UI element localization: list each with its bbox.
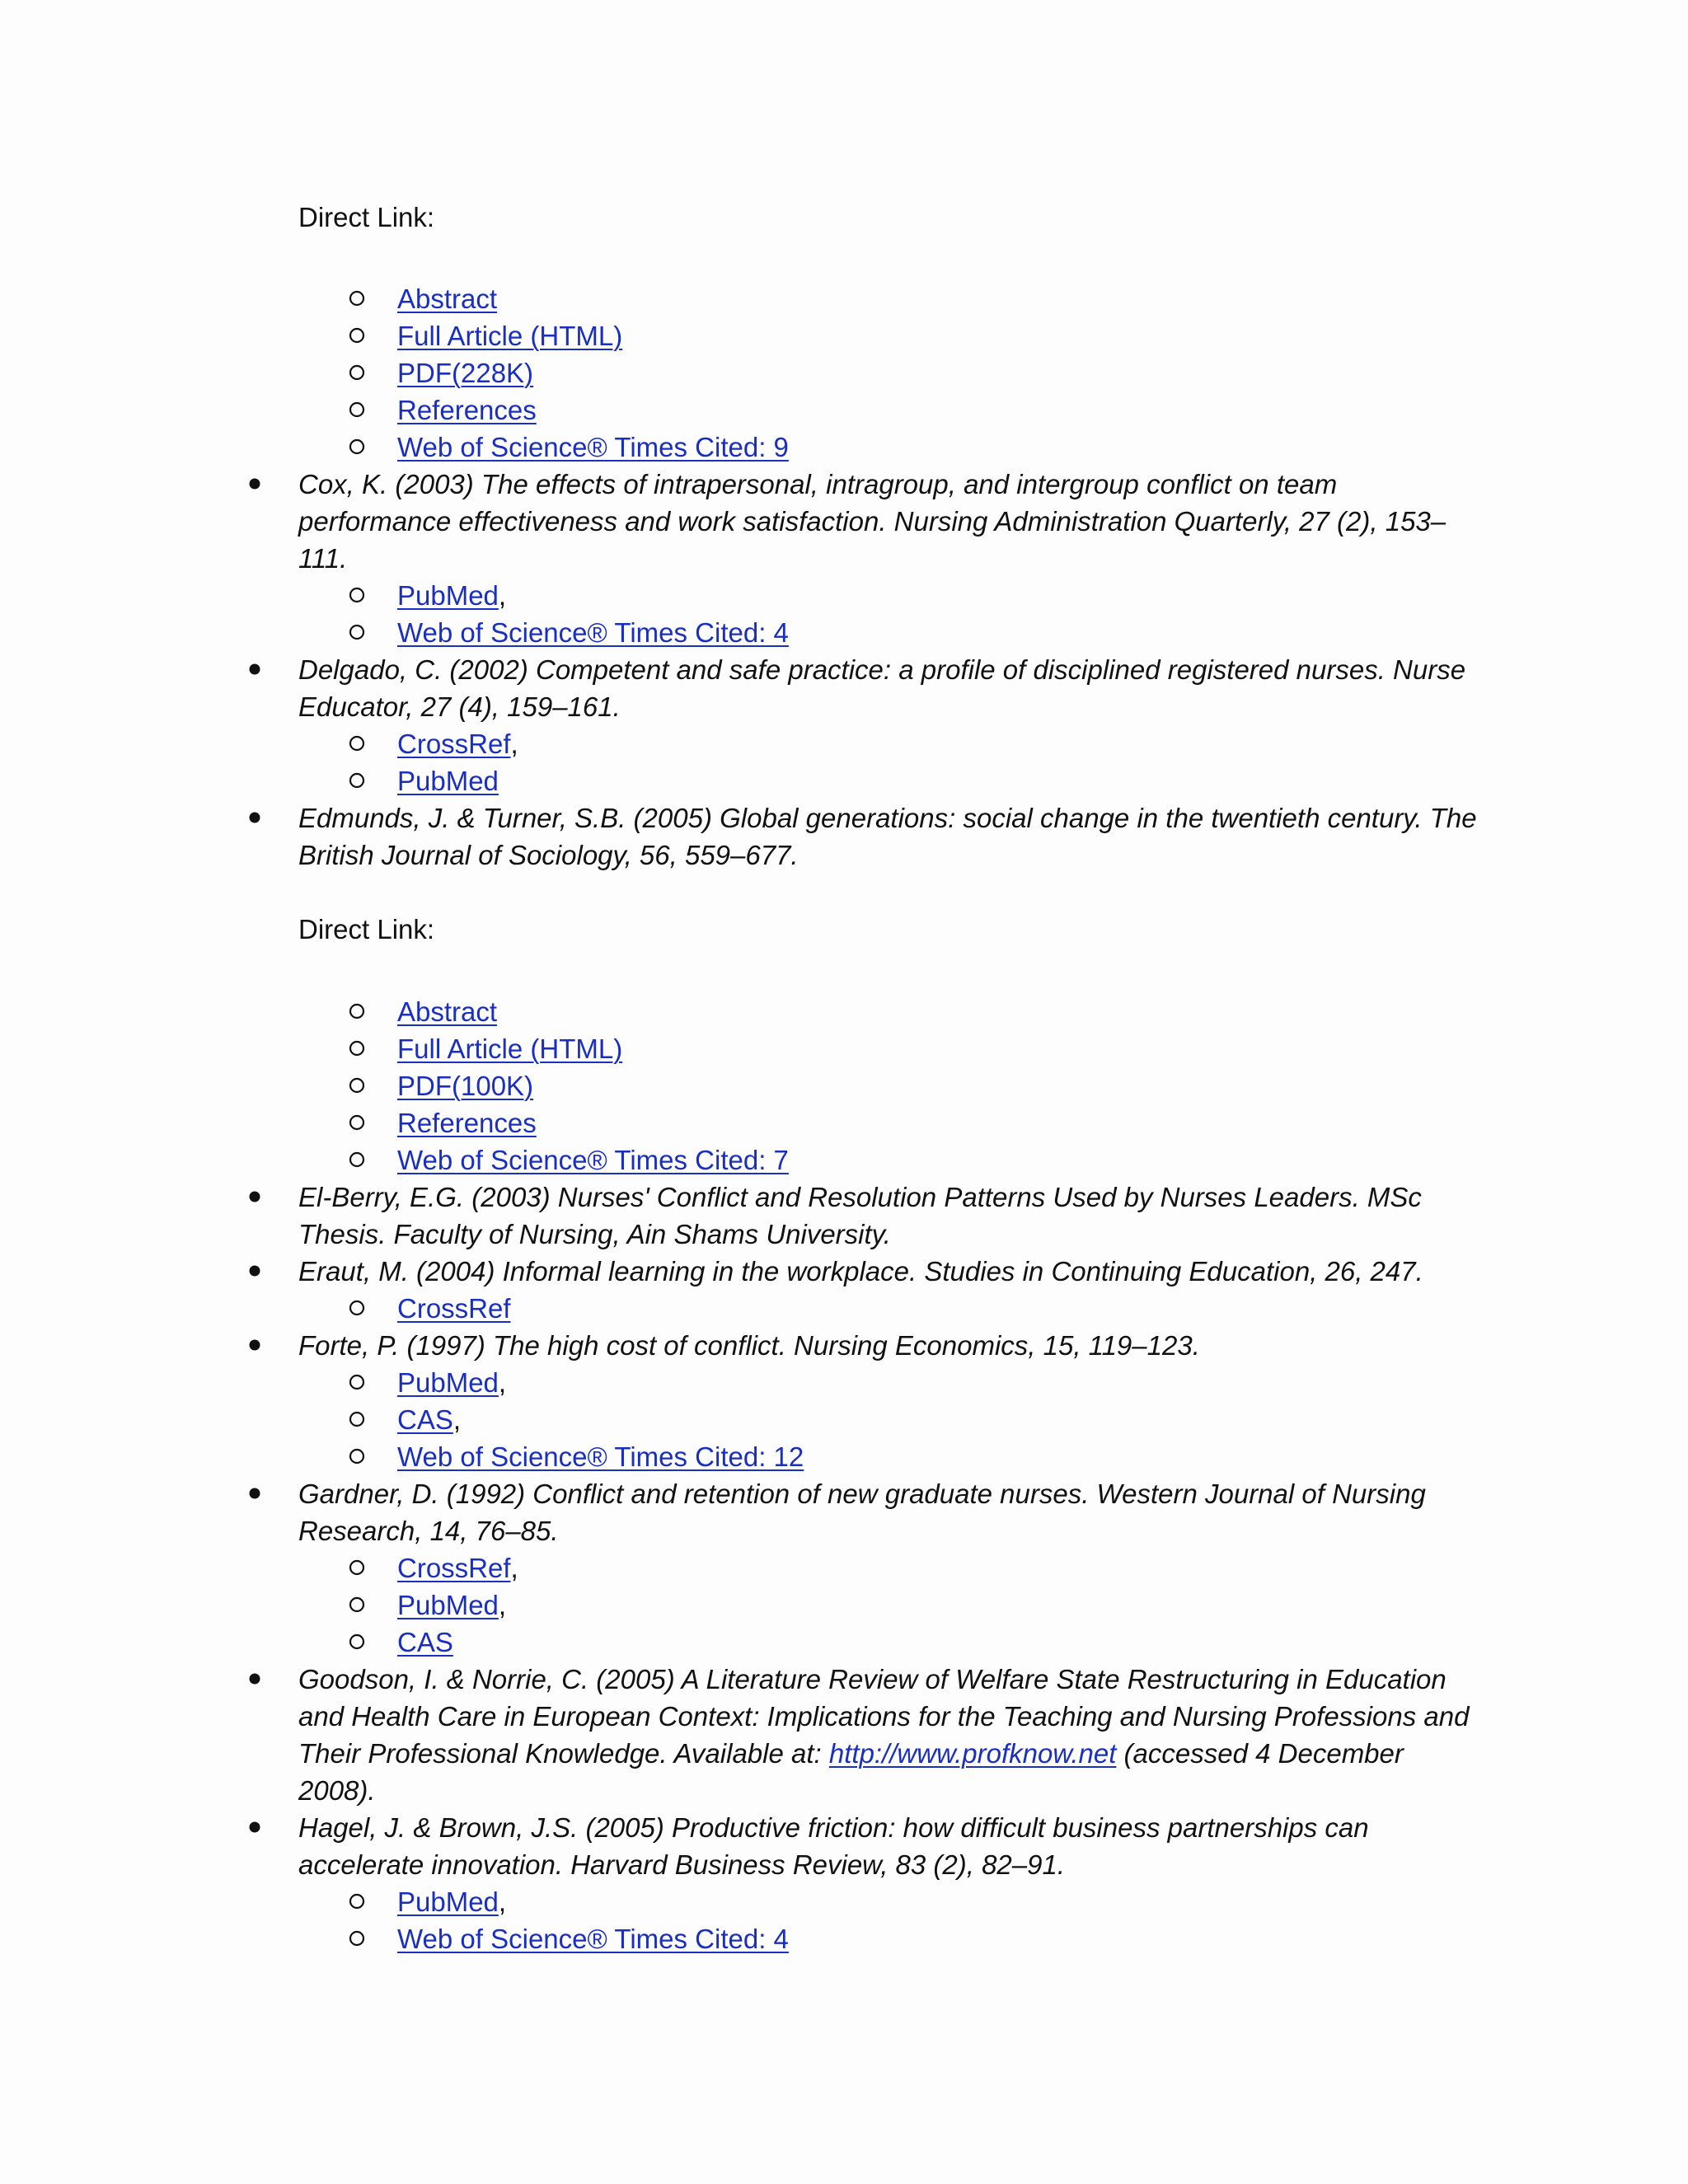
comma: , (498, 1367, 507, 1398)
abstract-link-text[interactable]: Abstract (397, 996, 498, 1027)
pubmed-link (397, 762, 499, 799)
pubmed-link (397, 1586, 506, 1624)
reference-gardner-line-2: Research, 14, 76–85. (298, 1516, 559, 1546)
bullet-icon (247, 1820, 262, 1835)
web-of-science-link-text[interactable]: Web of Science® Times Cited: 7 (397, 1145, 789, 1175)
sub-bullet-icon (348, 1892, 366, 1910)
web-of-science-link (397, 429, 789, 466)
pubmed-link (397, 1364, 506, 1401)
sub-bullet-icon (348, 1373, 366, 1391)
references-link-text[interactable]: References (397, 1108, 537, 1138)
bullet-icon (247, 1486, 262, 1501)
web-of-science-link-text[interactable]: Web of Science® Times Cited: 4 (397, 1924, 789, 1954)
reference-eraut-line-1: Eraut, M. (2004) Informal learning in the workplace. Studies in Continuing Education, 26, 247. (298, 1256, 1423, 1286)
web-of-science-link (397, 1920, 789, 1957)
reference-edmunds-line-2: British Journal of Sociology, 56, 559–677. (298, 840, 799, 870)
reference-elberry-line-1: El-Berry, E.G. (2003) Nurses' Conflict and Resolution Patterns Used by Nurses Leaders. MSc (298, 1182, 1422, 1212)
bullet-icon (247, 810, 262, 825)
crossref-link (397, 1290, 511, 1327)
sub-bullet-icon (348, 1299, 366, 1317)
bullet-icon (247, 1263, 262, 1278)
reference-goodson-line-3 (298, 1735, 1404, 1772)
references-link-text[interactable]: References (397, 395, 537, 425)
crossref-link (397, 1549, 518, 1586)
sub-bullet-icon (348, 586, 366, 604)
reference-goodson-line-3-post: (accessed 4 December (1116, 1738, 1404, 1769)
reference-hagel-line-2: accelerate innovation. Harvard Business Review, 83 (2), 82–91. (298, 1849, 1066, 1880)
sub-bullet-icon (348, 363, 366, 382)
web-of-science-link-text[interactable]: Web of Science® Times Cited: 9 (397, 432, 789, 462)
sub-bullet-icon (348, 1633, 366, 1651)
reference-goodson-line-3-pre: Their Professional Knowledge. Available at: (298, 1738, 829, 1769)
bullet-icon (247, 1189, 262, 1204)
sub-bullet-icon (348, 438, 366, 456)
sub-bullet-icon (348, 734, 366, 752)
crossref-link-text[interactable]: CrossRef (397, 1553, 511, 1583)
web-of-science-link-text[interactable]: Web of Science® Times Cited: 12 (397, 1441, 804, 1472)
sub-bullet-icon (348, 1410, 366, 1428)
comma: , (498, 1886, 507, 1917)
sub-bullet-icon (348, 1447, 366, 1465)
reference-forte-line-1: Forte, P. (1997) The high cost of conflict. Nursing Economics, 15, 119–123. (298, 1330, 1200, 1361)
web-of-science-link (397, 1141, 789, 1179)
pubmed-link-text[interactable]: PubMed (397, 1367, 499, 1398)
sub-bullet-icon (348, 1002, 366, 1020)
reference-hagel-line-1: Hagel, J. & Brown, J.S. (2005) Productive friction: how difficult business partnerships can (298, 1812, 1369, 1843)
references-link (397, 391, 537, 429)
full-article-link (397, 317, 622, 354)
direct-link-label: Direct Link: (298, 202, 435, 232)
pdf-link (397, 1067, 533, 1104)
sub-bullet-icon (348, 401, 366, 419)
reference-delgado-line-1: Delgado, C. (2002) Competent and safe practice: a profile of disciplined registered nurses. Nurse (298, 654, 1466, 685)
abstract-link-text[interactable]: Abstract (397, 284, 498, 314)
web-of-science-link (397, 614, 789, 651)
reference-delgado-line-2: Educator, 27 (4), 159–161. (298, 691, 621, 722)
references-link (397, 1104, 537, 1141)
sub-bullet-icon (348, 1596, 366, 1614)
web-of-science-link-text[interactable]: Web of Science® Times Cited: 4 (397, 617, 789, 648)
pdf-link (397, 354, 533, 391)
crossref-link-text[interactable]: CrossRef (397, 729, 511, 759)
cas-link (397, 1624, 453, 1661)
abstract-link (397, 280, 497, 317)
cas-link-text[interactable]: CAS (397, 1627, 453, 1657)
crossref-link-text[interactable]: CrossRef (397, 1293, 511, 1324)
sub-bullet-icon (348, 771, 366, 790)
comma: , (510, 1553, 518, 1583)
full-article-link-text[interactable]: Full Article (HTML) (397, 1033, 623, 1064)
bullet-icon (247, 1338, 262, 1352)
sub-bullet-icon (348, 1113, 366, 1132)
crossref-link (397, 725, 518, 762)
sub-bullet-icon (348, 1039, 366, 1057)
reference-edmunds-line-1: Edmunds, J. & Turner, S.B. (2005) Global generations: social change in the twentieth century. The (298, 803, 1477, 833)
sub-bullet-icon (348, 1076, 366, 1094)
pdf-link-text[interactable]: PDF(100K) (397, 1071, 534, 1101)
sub-bullet-icon (348, 623, 366, 641)
comma: , (510, 729, 518, 759)
pubmed-link (397, 1883, 506, 1920)
comma: , (498, 1590, 507, 1620)
reference-goodson-line-2: and Health Care in European Context: Implications for the Teaching and Nursing Professions and (298, 1701, 1470, 1732)
abstract-link (397, 993, 497, 1030)
cas-link (397, 1401, 461, 1438)
pubmed-link-text[interactable]: PubMed (397, 580, 499, 611)
sub-bullet-icon (348, 1929, 366, 1947)
web-of-science-link (397, 1438, 804, 1475)
reference-cox-line-2: performance effectiveness and work satisfaction. Nursing Administration Quarterly, 27 (2), 153– (298, 506, 1447, 537)
sub-bullet-icon (348, 289, 366, 307)
cas-link-text[interactable]: CAS (397, 1404, 453, 1435)
comma: , (498, 580, 507, 611)
pubmed-link-text[interactable]: PubMed (397, 1590, 499, 1620)
full-article-link-text[interactable]: Full Article (HTML) (397, 321, 623, 351)
reference-goodson-line-1: Goodson, I. & Norrie, C. (2005) A Literature Review of Welfare State Restructuring in Education (298, 1664, 1447, 1694)
pdf-link-text[interactable]: PDF(228K) (397, 358, 534, 388)
bullet-icon (247, 662, 262, 677)
reference-elberry-line-2: Thesis. Faculty of Nursing, Ain Shams University. (298, 1219, 891, 1249)
reference-gardner-line-1: Gardner, D. (1992) Conflict and retention of new graduate nurses. Western Journal of Nursing (298, 1479, 1426, 1509)
pubmed-link (397, 577, 506, 614)
pubmed-link-text[interactable]: PubMed (397, 766, 499, 796)
bullet-icon (247, 476, 262, 491)
sub-bullet-icon (348, 1558, 366, 1577)
bullet-icon (247, 1671, 262, 1686)
profknow-url-link[interactable]: http://www.profknow.net (828, 1738, 1117, 1769)
direct-link-label: Direct Link: (298, 914, 435, 944)
reference-cox-line-3: 111. (298, 543, 348, 574)
full-article-link (397, 1030, 622, 1067)
pubmed-link-text[interactable]: PubMed (397, 1886, 499, 1917)
reference-goodson-line-4: 2008). (298, 1775, 376, 1806)
comma: , (452, 1404, 462, 1435)
reference-cox-line-1: Cox, K. (2003) The effects of intrapersonal, intragroup, and intergroup conflict on team (298, 469, 1338, 499)
sub-bullet-icon (348, 326, 366, 344)
sub-bullet-icon (348, 1151, 366, 1169)
